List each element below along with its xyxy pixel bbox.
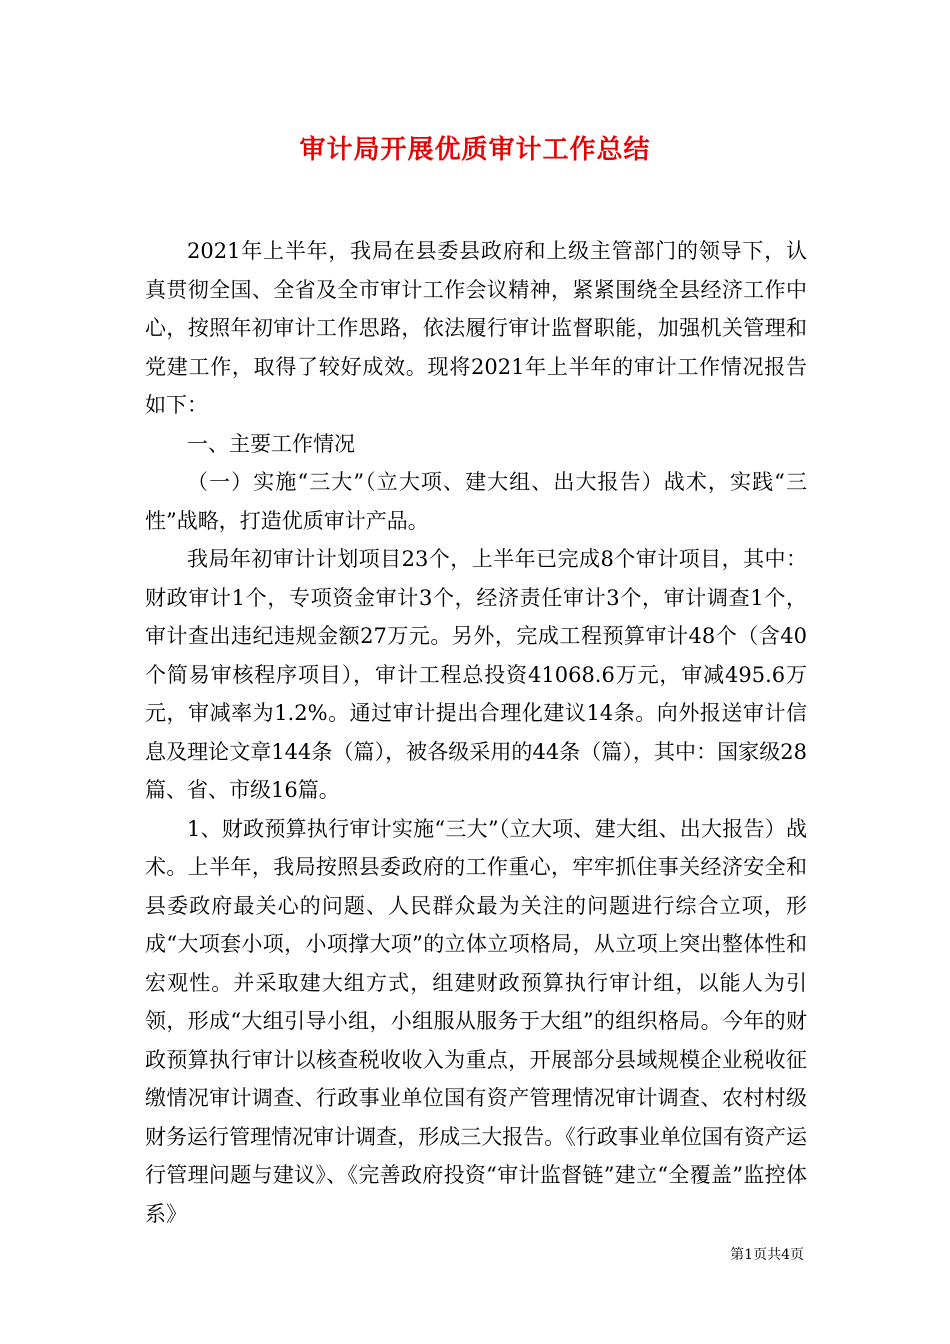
subsection-heading-one: （一）实施“三大”（立大项、建大组、出大报告）战术，实践“三性”战略，打造优质审计产品。 [145,470,807,533]
paragraph-fiscal-budget-audit: 1、财政预算执行审计实施“三大”（立大项、建大组、出大报告）战术。上半年，我局按照县委政府的工作重心，牢牢抓住事关经济安全和县委政府最关心的问题、人民群众最为关注的问题进行综合立项，形成“大项套小项，小项撑大项”的立体立项格局，从立项上突出整体性和宏观性。并采取建大组方式，组建财政预算执行审计组，以能人为引领，形成“大组引导小组，小组服从服务于大组”的组织格局。今年的财政预算执行审计以核查税收收入为重点，开展部分县域规模企业税收征缴情况审计调查、行政事业单位国有资产管理情况审计调查、农村村级财务运行管理情况审计调查，形成三大报告。《行政事业单位国有资产运行管理问题与建议》、《完善政府投资“审计监督链”建立“全覆盖”监控体系》 [145,816,807,1226]
section-heading-main-work: 一、主要工作情况 [187,431,355,456]
page-number: 第1页共4页 [730,1247,804,1263]
paragraph-project-summary: 我局年初审计计划项目23个，上半年已完成8个审计项目，其中：财政审计1个，专项资金审计3个，经济责任审计3个，审计调查1个，审计查出违纪违规金额27万元。另外，完成工程预算审计48个（含40个简易审核程序项目），审计工程总投资41068.6万元，审减495.6万元，审减率为1.2%。通过审计提出合理化建议14条。向外报送审计信息及理论文章144条（篇），被各级采用的44条（篇），其中：国家级28篇、省、市级16篇。 [145,547,807,802]
paragraph-intro: 2021年上半年，我局在县委县政府和上级主管部门的领导下，认真贯彻全国、全省及全市审计工作会议精神，紧紧围绕全县经济工作中心，按照年初审计工作思路，依法履行审计监督职能，加强机关管理和党建工作，取得了较好成效。现将2021年上半年的审计工作情况报告如下： [145,239,807,417]
document-body [145,232,807,1233]
document-title: 审计局开展优质审计工作总结 [299,135,651,165]
